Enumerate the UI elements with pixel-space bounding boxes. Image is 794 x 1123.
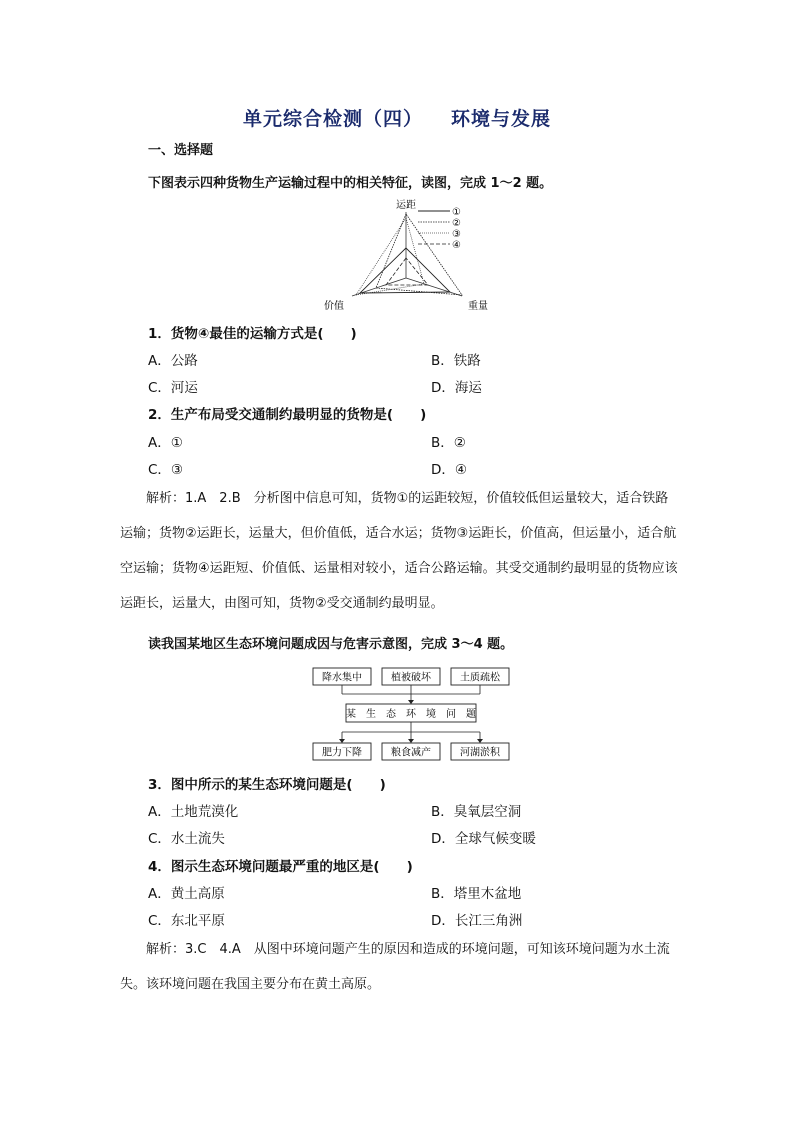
radar-axis-right: 重量	[468, 301, 488, 312]
intro-text-2: 读我国某地区生态环境问题成因与危害示意图，完成 3～4 题。	[148, 637, 514, 652]
q2-option-d: D．④	[431, 462, 467, 478]
effect-1: 肥力下降	[322, 747, 362, 759]
q1-option-c: C．河运	[148, 380, 198, 396]
analysis-2: 解析：3.C 4.A 从图中环境问题产生的原因和造成的环境问题，可知该环境问题为水土流失。该环境问题在我国主要分布在黄土高原。	[120, 942, 670, 992]
question-3-stem: 3．图中所示的某生态环境问题是( )	[148, 777, 386, 793]
q4-option-d: D．长江三角洲	[431, 913, 523, 929]
q1-option-a: A．公路	[148, 353, 198, 369]
radar-axis-top: 运距	[396, 200, 416, 211]
radar-series-2	[376, 214, 462, 295]
q1-option-d: D．海运	[431, 380, 482, 396]
intro-text-1: 下图表示四种货物生产运输过程中的相关特征，读图，完成 1～2 题。	[148, 176, 553, 191]
question-4-stem: 4．图示生态环境问题最严重的地区是( )	[148, 859, 413, 875]
analysis-1: 解析：1.A 2.B 分析图中信息可知，货物①的运距较短，价值较低但运量较大，适合铁路运输；货物②运距长，运量大，但价值低，适合水运；货物③运距长，价值高，但运量小，适合航空运输；货物④运距短、价值低、运量相对较小，适合公路运输。其受交通制约最明显的货物应该运距长，运量大，由图可知，货物②受交通制约最明显。	[120, 491, 678, 611]
q2-option-a: A．①	[148, 435, 183, 451]
page-title: 单元综合检测（四） 环境与发展	[242, 108, 552, 130]
radar-legend-2: ②	[452, 218, 461, 229]
radar-figure	[320, 196, 510, 316]
q3-option-c: C．水土流失	[148, 831, 225, 847]
effect-3: 河湖淤积	[460, 747, 500, 759]
radar-legend-3: ③	[452, 229, 461, 240]
q4-option-b: B．塔里木盆地	[431, 886, 522, 902]
question-1-stem: 1．货物④最佳的运输方式是( )	[148, 326, 357, 342]
q3-option-b: B．臭氧层空洞	[431, 804, 522, 820]
radar-legend-4: ④	[452, 240, 461, 251]
cause-1: 降水集中	[322, 672, 362, 684]
q2-option-c: C．③	[148, 462, 184, 478]
center-problem: 某 生 态 环 境 问 题	[346, 709, 476, 720]
q3-option-d: D．全球气候变暖	[431, 831, 536, 847]
q1-option-b: B．铁路	[431, 353, 481, 369]
radar-series-4	[386, 258, 428, 285]
flow-diagram	[310, 664, 520, 764]
cause-3: 土质疏松	[460, 672, 500, 684]
q2-option-b: B．②	[431, 435, 466, 451]
q4-option-a: A．黄土高原	[148, 886, 225, 902]
cause-2: 植被破坏	[391, 672, 431, 684]
question-2-stem: 2．生产布局受交通制约最明显的货物是( )	[148, 407, 427, 423]
section-heading: 一、选择题	[148, 143, 214, 158]
q4-option-c: C．东北平原	[148, 913, 225, 929]
radar-series-1	[360, 248, 450, 293]
effect-2: 粮食减产	[391, 747, 431, 759]
q3-option-a: A．土地荒漠化	[148, 804, 239, 820]
radar-legend-1: ①	[452, 207, 461, 218]
radar-axis-left: 价值	[324, 301, 344, 312]
